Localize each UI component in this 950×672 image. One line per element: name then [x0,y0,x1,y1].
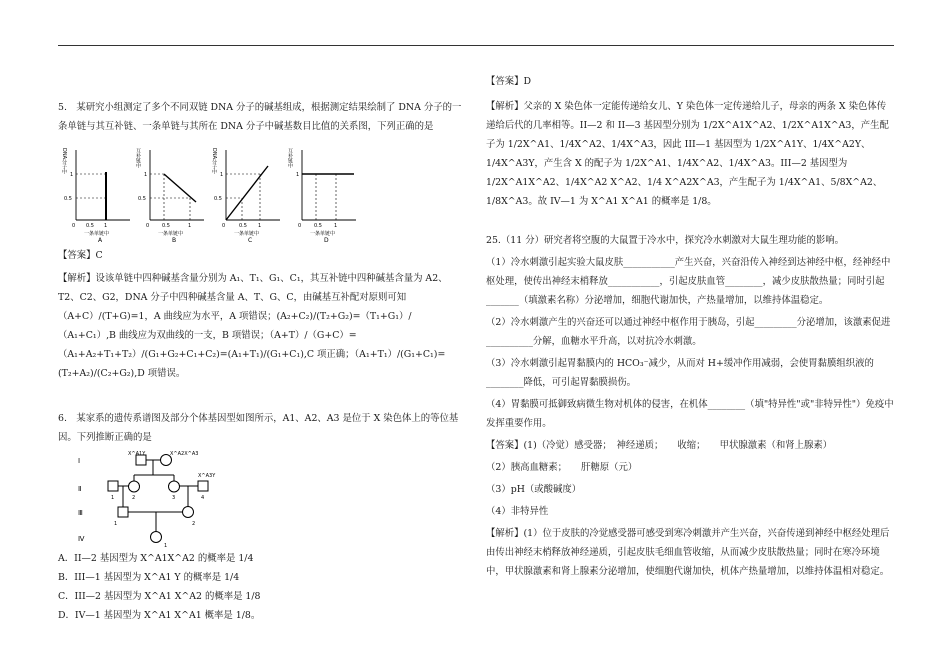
ii4-genotype: X^A3Y [198,473,216,479]
graph-a-origin: 0 [72,223,76,229]
question-25-answer-2: （2）胰高血糖素； 肝糖原（元） [486,462,638,473]
graph-b-origin: 0 [146,223,150,229]
graph-b-label: B [172,237,177,242]
graph-b-x05: 0.5 [162,223,170,229]
pedigree-ii2-female [129,481,140,492]
graph-b [135,147,204,242]
graph-b-ylabel: 互补链中 [135,148,141,168]
ii-num-1: 1 [111,495,115,501]
question-5-stem: 5. 某研究小组测定了多个不同双链 DNA 分子的碱基组成，根据测定结果绘制了 DNA 分子的一条单链与其互补链、一条单链与其所在 DNA 分子中碱基数目比值的关系图，下列正确的是 [58,102,462,132]
graph-a-label: A [98,237,103,242]
graph-d-y1: 1 [296,172,300,178]
graph-a-x05: 0.5 [86,223,94,229]
graph-a-xlabel: 一条单链中 [84,231,110,237]
graph-c-label: C [248,237,253,242]
question-25-part-4: （4）胃黏膜可抵御致病微生物对机体的侵害，在机体________（填"特异性"或"非特异性"）免疫中发挥重要作用。 [486,399,894,429]
pedigree-chart [78,449,278,549]
ii-num-4: 4 [201,495,205,501]
question-6-analysis: 【解析】父亲的 X 染色体一定能传递给女儿、Y 染色体一定传递给儿子，母亲的两条 X 染色体传递给后代的几率相等。II—2 和 II—3 基因型分别为 1/2X^A1X^A2、1/2X^A1X^A3，产生配子为 1/2X^A1、1/4X^A2、1/4X^A3，因此 III—1 基因型为 1/2X^A1Y、1/4X^A2Y、1/4X^A3Y，产生含 X 的配子为 1/2X^A1、1/4X^A2、1/4X^A3。III—2 基因型为 1/2X^A1X^A2、1/4X^A2 X^A2、1/4 X^A2X^A3，产生配子为 1/4X^A1、5/8X^A2、1/8X^A3。故 IV—1 为 X^A1 X^A1 的概率是 1/8。 [486,101,889,207]
graph-c-ylabel: DNA分子中 [211,148,217,175]
graph-d-x05: 0.5 [314,223,322,229]
question-25-answer-3: （3）pH（或酸碱度） [486,484,582,495]
q5-graphs [58,142,358,242]
question-25-stem: 25.（11 分）研究者将空腹的大鼠置于冷水中，探究冷水刺激对大鼠生理功能的影响。 [486,235,844,246]
question-5-answer: 【答案】C [58,250,103,261]
pedigree-ii1-male [108,481,118,491]
header-rule [58,45,894,46]
gen-1: Ⅰ [78,457,81,465]
question-25-part-1: （1）冷水刺激引起实验大鼠皮肤___________产生兴奋，兴奋沿传入神经到达神经中枢，经神经中枢处理，使传出神经末梢释放___________，引起皮肤血管________，减少皮肤散热量；同时引起_______（填激素名称）分泌增加，细胞代谢加快，产热量增加，以维持体温稳定。 [486,257,891,306]
question-6-answer: 【答案】D [486,76,532,87]
graph-b-y1: 1 [144,172,148,178]
question-25-part-3: （3）冷水刺激引起胃黏膜内的 HCO₃⁻减少，从而对 H+缓冲作用减弱，会使胃黏膜组织液的________降低，可引起胃黏膜损伤。 [486,358,874,388]
gen-2: Ⅱ [78,485,82,493]
graph-b-x1: 1 [188,223,192,229]
graph-c-y1: 1 [220,172,224,178]
graph-c [211,148,280,242]
graph-c-origin: 0 [222,223,226,229]
graph-d-xlabel: 一条单链中 [310,231,336,237]
ii-num-2: 2 [132,495,136,501]
option-a: A．II—2 基因型为 X^A1X^A2 的概率是 1/4 [58,553,254,564]
graph-d-x1: 1 [334,223,338,229]
graph-a-y1: 1 [70,172,74,178]
option-b: B．III—1 基因型为 X^A1 Y 的概率是 1/4 [58,572,240,583]
left-column [58,98,463,625]
pedigree-iii2-female [183,507,194,518]
graph-d-label: D [324,237,329,242]
question-25-part-2: （2）冷水刺激产生的兴奋还可以通过神经中枢作用于胰岛，引起_________分泌增加，该激素促进__________分解，血糖水平升高，以对抗冷水刺激。 [486,317,891,347]
question-25-analysis: 【解析】(1）位于皮肤的冷觉感受器可感受到寒冷刺激并产生兴奋，兴奋传递到神经中枢经处理后由传出神经末梢释放神经递质，引起皮肤毛细血管收缩，从而减少皮肤散热量；同时在寒冷环境中，甲状腺激素和肾上腺素分泌增加，使细胞代谢加快，机体产热量增加，以维持体温相对稳定。 [486,528,890,577]
graph-c-x05: 0.5 [239,223,247,229]
iv-num-1: 1 [164,543,168,549]
graph-d-origin: 0 [298,223,302,229]
pedigree-ii3-female [169,481,180,492]
pedigree-ii4-male [198,481,208,491]
graph-a-ylabel: DNA分子中 [61,148,67,175]
i1-genotype: X^A1Y [128,451,146,457]
graph-a [61,148,130,242]
ii-num-3: 3 [172,495,176,501]
pedigree-iv1-female [151,532,162,543]
graph-c-y05: 0.5 [214,196,222,202]
gen-3: Ⅲ [78,509,83,517]
question-25-answer-4: （4）非特异性 [486,506,549,517]
pedigree-iii1-male [118,507,128,517]
question-5-analysis: 【解析】设该单链中四种碱基含量分别为 A₁、T₁、G₁、C₁，其互补链中四种碱基含量为 A2、T2、C2、G2，DNA 分子中四种碱基含量 A、T、G、C，由碱基互补配对原则可知（A+C）/(T+G)=1，A 曲线应为水平，A 项错误；(A₂+C₂)/(T₂+G₂)=（T₁+G₁）/（A₁+C₁）,B 曲线应为双曲线的一支，B 项错误；（A+T）/（G+C）=（A₁+A₂+T₁+T₂）/(G₁+G₂+C₁+C₂)=(A₁+T₁)/(G₁+C₁),C 项正确；（A₁+T₁）/(G₁+C₁)=(T₂+A₂)/(C₂+G₂),D 项错误。 [58,273,448,379]
graph-c-x1: 1 [258,223,262,229]
gen-4: Ⅳ [78,535,85,543]
graph-a-x1: 1 [104,223,108,229]
graph-b-y05: 0.5 [138,196,146,202]
graph-d [287,147,356,242]
graph-d-ylabel: 互补链中 [287,148,293,168]
option-c: C．III—2 基因型为 X^A1 X^A2 的概率是 1/8 [58,591,261,602]
iii-num-2: 2 [192,521,196,527]
graph-c-xlabel: 一条单链中 [234,231,260,237]
i2-genotype: X^A2X^A3 [170,451,199,457]
question-6-stem: 6. 某家系的遗传系谱图及部分个体基因型如图所示，A1、A2、A3 是位于 X 染色体上的等位基因。下列推断正确的是 [58,413,459,443]
option-d: D．IV—1 基因型为 X^A1 X^A1 概率是 1/8。 [58,610,261,621]
iii-num-1: 1 [114,521,118,527]
right-column [486,72,894,581]
graph-a-y05: 0.5 [64,196,72,202]
question-25-answer-1: 【答案】(1)（冷觉）感受器； 神经递质； 收缩； 甲状腺激素（和肾上腺素） [486,440,833,451]
graph-b-xlabel: 一条单链中 [158,231,184,237]
